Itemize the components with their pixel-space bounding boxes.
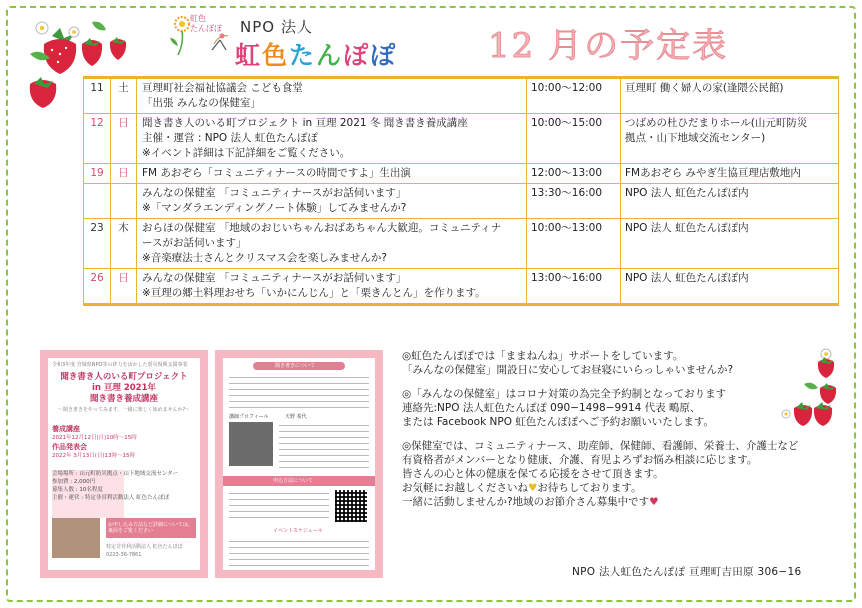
npo-label: NPO 法人 xyxy=(240,18,313,36)
schedule-event-line: 亘理町社会福祉協議会 こども食堂 xyxy=(142,82,303,94)
flyer-title-3: 聞き書き養成講座 xyxy=(89,394,158,404)
schedule-event-line: ※亘理の郷土料理おせち「いかにんじん」と「栗きんとん」を作ります。 xyxy=(142,287,486,299)
schedule-event-line: FM あおぞら「コミュニティナースの時間ですよ」生出演 xyxy=(142,167,411,179)
flyer-photo-people xyxy=(52,518,100,558)
schedule-event-line: みんなの保健室 「コミュニティナースがお話伺います」 xyxy=(142,272,407,284)
note-mamanenne-2: 「みんなの保健室」開設日に安心してお昼寝にいらっしゃいませんか? xyxy=(402,364,734,376)
event-flyer-front xyxy=(40,350,208,578)
schedule-weekday xyxy=(111,184,137,219)
schedule-event xyxy=(137,114,527,164)
flyer-profile-label: 講師プロフィール xyxy=(229,414,269,420)
note-services-2: 有資格者がメンバーとなり健康、介護、育児よろずお悩み相談に応じます。 xyxy=(402,454,758,466)
schedule-place-line: NPO 法人 虹色たんぽぽ内 xyxy=(625,187,749,199)
note-recruit-text: 一緒に活動しませんか?地域のお節介さん募集中です xyxy=(402,496,650,508)
schedule-row xyxy=(84,269,839,305)
note-services-3: 皆さんの心と体の健康を保てる応援をさせて頂きます。 xyxy=(402,468,664,480)
schedule-event-line: みんなの保健室 「コミュニティナースがお話伺います」 xyxy=(142,187,407,199)
brand-name xyxy=(235,36,397,72)
flyer-title-2: in 亘理 2021年 xyxy=(91,383,157,393)
schedule-place xyxy=(621,184,839,219)
flyer-back-text-lines xyxy=(229,374,369,408)
logo-line-2: たんぽぽ xyxy=(190,24,222,33)
schedule-table xyxy=(83,76,839,306)
flyer-phone: 0223-36-7861 xyxy=(106,552,142,558)
schedule-day: 23 xyxy=(84,219,111,269)
flyer-work-date: 2022年 3月13日(日)13時〜15時 xyxy=(52,453,136,459)
note-welcome-pre: お気軽にお越しくださいね xyxy=(402,482,528,494)
schedule-row xyxy=(84,219,839,269)
schedule-event-line: ースがお話伺います」 xyxy=(142,237,247,249)
brand-char: ぽ xyxy=(343,41,371,70)
flyer-pink-note: お申し込み方法など詳細については、裏面をご覧ください xyxy=(108,522,193,534)
note-welcome xyxy=(402,481,802,495)
schedule-place-line: 亘理町 働く婦人の家(逢隈公民館) xyxy=(625,82,784,94)
schedule-day: 19 xyxy=(84,164,111,184)
schedule-row xyxy=(84,164,839,184)
flyer-host: 主催・運営 : 特定非営利活動法人 虹色たんぽぽ xyxy=(52,495,170,501)
schedule-event xyxy=(137,78,527,114)
brand-char: ぽ xyxy=(370,41,398,70)
schedule-place xyxy=(621,114,839,164)
flyer-course-label: 養成講座 xyxy=(52,425,80,433)
schedule-place-line: つばめの杜ひだまりホール(山元町防災 xyxy=(625,117,808,129)
schedule-day xyxy=(84,184,111,219)
schedule-event-line: ※「マンダラエンディングノート体験」してみませんか? xyxy=(142,202,407,214)
schedule-time: 10:00〜13:00 xyxy=(527,219,621,269)
flyer-work-label: 作品発表会 xyxy=(52,443,87,451)
schedule-time: 10:00〜15:00 xyxy=(527,114,621,164)
brand-char: 虹 xyxy=(235,41,263,70)
schedule-event xyxy=(137,164,527,184)
schedule-weekday: 日 xyxy=(111,114,137,164)
note-reservation-3: または Facebook NPO 虹色たんぽぽへご予約お願いいたします。 xyxy=(402,416,714,428)
schedule-event-line: 聞き書き人のいる町プロジェクト in 亘理 2021 冬 聞き書き養成講座 xyxy=(142,117,468,129)
flyer-top-small: 令和3年度 宮城県NPO等の絆力を活かした震災復興支援事業 xyxy=(52,362,188,368)
footer-address: NPO 法人虹色たんぽぽ 亘理町吉田原 306−16 xyxy=(572,566,802,578)
schedule-weekday: 日 xyxy=(111,164,137,184)
notes-section xyxy=(402,349,802,509)
flyer-apply-lines xyxy=(229,490,329,518)
schedule-event-line: ※音楽療法士さんとクリスマス会を楽しみませんか? xyxy=(142,252,387,264)
schedule-event-line: ※イベント詳細は下記詳細をご覧ください。 xyxy=(142,147,351,159)
schedule-event-line: 「出張 みんなの保健室」 xyxy=(142,97,261,109)
schedule-place-line: NPO 法人 虹色たんぽぽ内 xyxy=(625,222,749,234)
schedule-event-line: 主催・運営 : NPO 法人 虹色たんぽぽ xyxy=(142,132,318,144)
flyer-fee: 参加費 : 2,000円 xyxy=(52,479,96,485)
schedule-day: 12 xyxy=(84,114,111,164)
schedule-place xyxy=(621,219,839,269)
logo-small-text xyxy=(190,14,222,34)
flyer-lecturer-photo xyxy=(229,422,273,466)
event-flyer-back xyxy=(215,350,383,578)
flyer-front-sheet xyxy=(48,358,200,570)
schedule-row xyxy=(84,78,839,114)
note-mamanenne-1: ◎虹色たんぽぽでは「ままねんね」サポートをしています。 xyxy=(402,350,684,362)
note-recruit xyxy=(402,495,802,509)
flyer-lecturer-name: 天野 希代 xyxy=(285,414,307,420)
flyer-back-sheet xyxy=(223,358,375,570)
schedule-place-line: FMあおぞら みやぎ生協亘理店敷地内 xyxy=(625,167,801,179)
note-reservation-1: ◎「みんなの保健室」はコロナ対策の為完全予約制となっております xyxy=(402,388,727,400)
schedule-weekday: 日 xyxy=(111,269,137,305)
flyer-apply-title: 申込方法について xyxy=(273,478,313,484)
flyer-capacity: 募集人数 : 10名程度 xyxy=(52,487,103,493)
flyer-profile-lines xyxy=(279,424,369,468)
heart-icon: ♥ xyxy=(528,482,538,494)
note-services-1: ◎保健室では、コミュニティナース、助産師、保健師、看護師、栄養士、介護士など xyxy=(402,440,799,452)
brand-char: 色 xyxy=(262,41,290,70)
schedule-time: 13:00〜16:00 xyxy=(527,269,621,305)
schedule-place xyxy=(621,78,839,114)
schedule-day: 11 xyxy=(84,78,111,114)
flyer-title-1: 聞き書き人のいる町プロジェクト xyxy=(60,372,188,382)
brand-char: ん xyxy=(316,41,344,70)
schedule-row xyxy=(84,184,839,219)
flyer-back-box-title: 聞き書きについて xyxy=(275,363,315,369)
schedule-event-line: おらほの保健室 「地域のおじいちゃんおばあちゃん大歓迎。コミュニティナ xyxy=(142,222,502,234)
schedule-time: 13:30〜16:00 xyxy=(527,184,621,219)
schedule-title: 12 月の予定表 xyxy=(488,26,729,66)
schedule-row xyxy=(84,114,839,164)
schedule-time: 12:00〜13:00 xyxy=(527,164,621,184)
schedule-weekday: 土 xyxy=(111,78,137,114)
note-reservation-2: 連絡先:NPO 法人虹色たんぽぽ 090−1498−9914 代表 鴫原、 xyxy=(402,402,701,414)
brand-char: た xyxy=(289,41,317,70)
schedule-place-line: NPO 法人 虹色たんぽぽ内 xyxy=(625,272,749,284)
schedule-day: 26 xyxy=(84,269,111,305)
flyer-course-date: 2021年12月12日(日)10時〜15時 xyxy=(52,435,137,441)
flyer-contact: 特定非営利活動法人 虹色たんぽぽ xyxy=(106,544,183,550)
schedule-event xyxy=(137,269,527,305)
flyer-schedule-title: イベントスケジュール xyxy=(273,528,323,534)
schedule-event xyxy=(137,219,527,269)
note-welcome-post: お待ちしております。 xyxy=(537,482,642,494)
schedule-time: 10:00〜12:00 xyxy=(527,78,621,114)
schedule-place-line: 拠点・山下地域交流センター) xyxy=(625,132,766,144)
schedule-weekday: 木 xyxy=(111,219,137,269)
schedule-event xyxy=(137,184,527,219)
flyer-schedule-lines xyxy=(229,538,369,566)
qr-code-icon xyxy=(335,490,367,522)
double-heart-icon: ♥ xyxy=(649,496,659,508)
flyer-venue: 会場場所 : 山元町防災拠点・山下地域交流センター xyxy=(52,471,179,477)
flyer-subtitle: 〜聞き書きをやってみます。一緒に楽しく始めませんか?〜 xyxy=(57,407,191,413)
schedule-place xyxy=(621,164,839,184)
logo-line-1: 虹色 xyxy=(190,14,206,23)
schedule-place xyxy=(621,269,839,305)
